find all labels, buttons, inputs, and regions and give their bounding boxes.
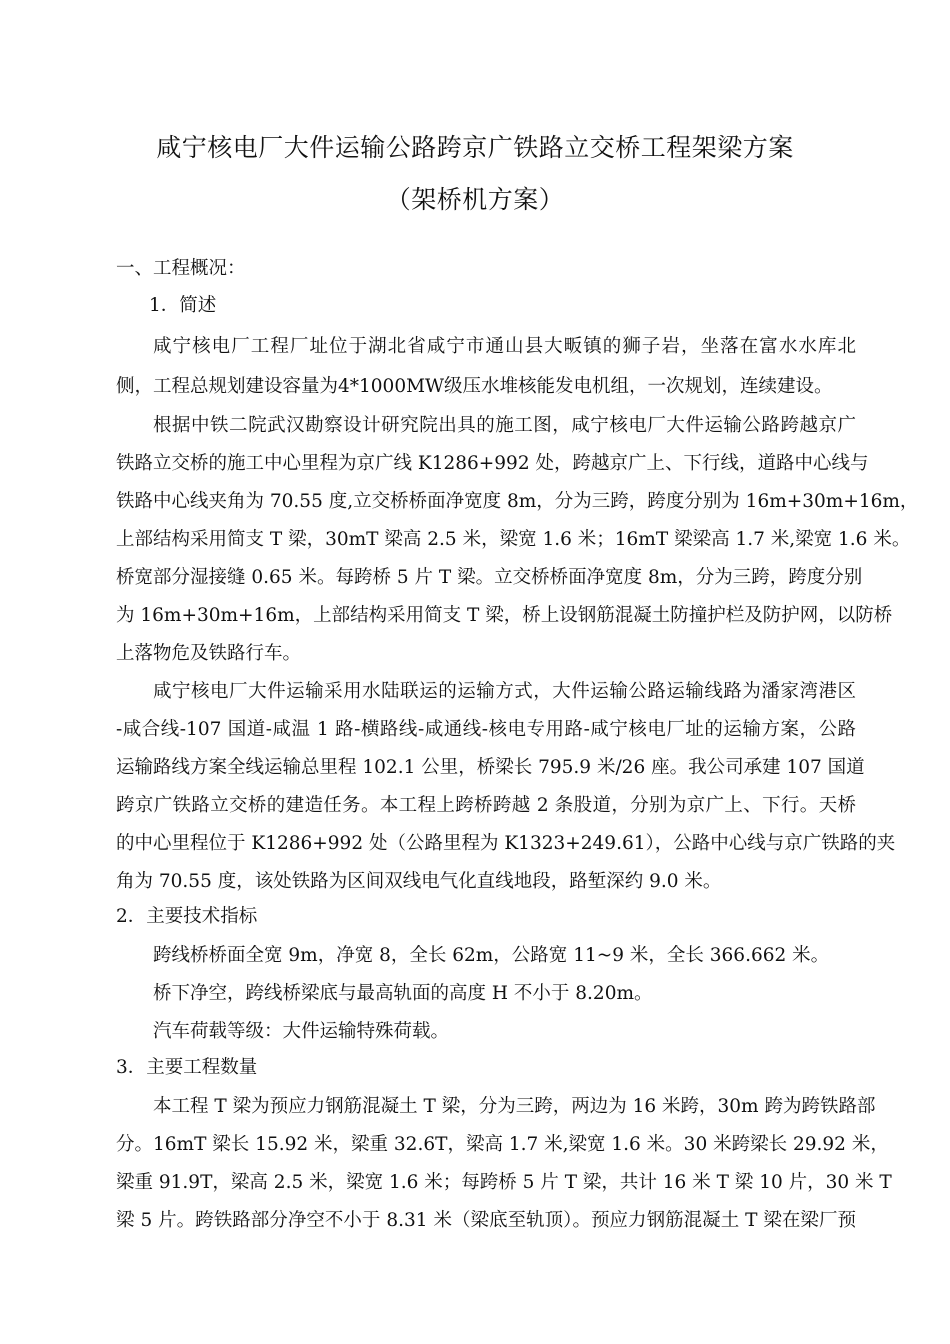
subsection-heading-technical-specs: 2．主要技术指标 (116, 906, 258, 927)
section-heading-overview: 一、工程概况： (116, 258, 246, 279)
paragraph-line: 铁路立交桥的施工中心里程为京广线 K1286+992 处，跨越京广上、下行线，道路中心线与 (116, 453, 869, 474)
paragraph-line: 跨京广铁路立交桥的建造任务。本工程上跨桥跨越 2 条股道，分别为京广上、下行。天桥 (116, 795, 856, 816)
paragraph-line: 上落物危及铁路行车。 (116, 643, 302, 664)
paragraph-line: 本工程 T 梁为预应力钢筋混凝土 T 梁，分为三跨，两边为 16 米跨，30m 跨为跨铁路部 (153, 1096, 876, 1117)
document-subtitle: （架桥机方案） (385, 185, 565, 214)
paragraph-line: 运输路线方案全线运输总里程 102.1 公里，桥梁长 795.9 米/26 座。我公司承建 107 国道 (116, 757, 865, 778)
subsection-heading-quantities: 3．主要工程数量 (116, 1057, 258, 1078)
paragraph-line: 梁重 91.9T，梁高 2.5 米，梁宽 1.6 米；每跨桥 5 片 T 梁，共计 16 米 T 梁 10 片，30 米 T (116, 1172, 892, 1193)
paragraph-line: 根据中铁二院武汉勘察设计研究院出具的施工图，咸宁核电厂大件运输公路跨越京广 (153, 415, 856, 436)
paragraph-line: 咸宁核电厂工程厂址位于湖北省咸宁市通山县大畈镇的狮子岩，坐落在富水水库北 (153, 336, 856, 357)
paragraph-line: 桥宽部分湿接缝 0.65 米。每跨桥 5 片 T 梁。立交桥桥面净宽度 8m，分为三跨，跨度分别 (116, 567, 863, 588)
paragraph-line: -咸合线-107 国道-咸温 1 路-横路线-咸通线-核电专用路-咸宁核电厂址的运输方案，公路 (116, 719, 856, 740)
spec-line: 桥下净空，跨线桥梁底与最高轨面的高度 H 不小于 8.20m。 (153, 983, 653, 1004)
document-title: 咸宁核电厂大件运输公路跨京广铁路立交桥工程架梁方案 (156, 133, 794, 162)
paragraph-line: 上部结构采用简支 T 梁，30mT 梁高 2.5 米，梁宽 1.6 米；16mT 梁梁高 1.7 米,梁宽 1.6 米。 (116, 529, 911, 550)
paragraph-line: 侧，工程总规划建设容量为4*1000MW级压水堆核能发电机组，一次规划，连续建设。 (116, 376, 833, 397)
paragraph-line: 为 16m+30m+16m，上部结构采用简支 T 梁，桥上设钢筋混凝土防撞护栏及防护网，以防桥 (116, 605, 893, 626)
paragraph-line: 铁路中心线夹角为 70.55 度,立交桥桥面净宽度 8m，分为三跨，跨度分别为 16m+30m+16m， (116, 491, 919, 512)
subsection-heading-summary: 1．简述 (149, 295, 217, 316)
paragraph-line: 角为 70.55 度，该处铁路为区间双线电气化直线地段，路堑深约 9.0 米。 (116, 871, 722, 892)
paragraph-line: 分。16mT 梁长 15.92 米，梁重 32.6T，梁高 1.7 米,梁宽 1.6 米。30 米跨梁长 29.92 米， (116, 1134, 889, 1155)
paragraph-line: 的中心里程位于 K1286+992 处（公路里程为 K1323+249.61），公路中心线与京广铁路的夹 (116, 833, 896, 854)
spec-line: 汽车荷载等级：大件运输特殊荷载。 (153, 1021, 450, 1042)
paragraph-line: 咸宁核电厂大件运输采用水陆联运的运输方式，大件运输公路运输线路为潘家湾港区 (153, 681, 856, 702)
spec-line: 跨线桥桥面全宽 9m，净宽 8，全长 62m，公路宽 11~9 米，全长 366.662 米。 (153, 945, 830, 966)
paragraph-line: 梁 5 片。跨铁路部分净空不小于 8.31 米（梁底至轨顶）。预应力钢筋混凝土 T 梁在梁厂预 (116, 1210, 856, 1231)
